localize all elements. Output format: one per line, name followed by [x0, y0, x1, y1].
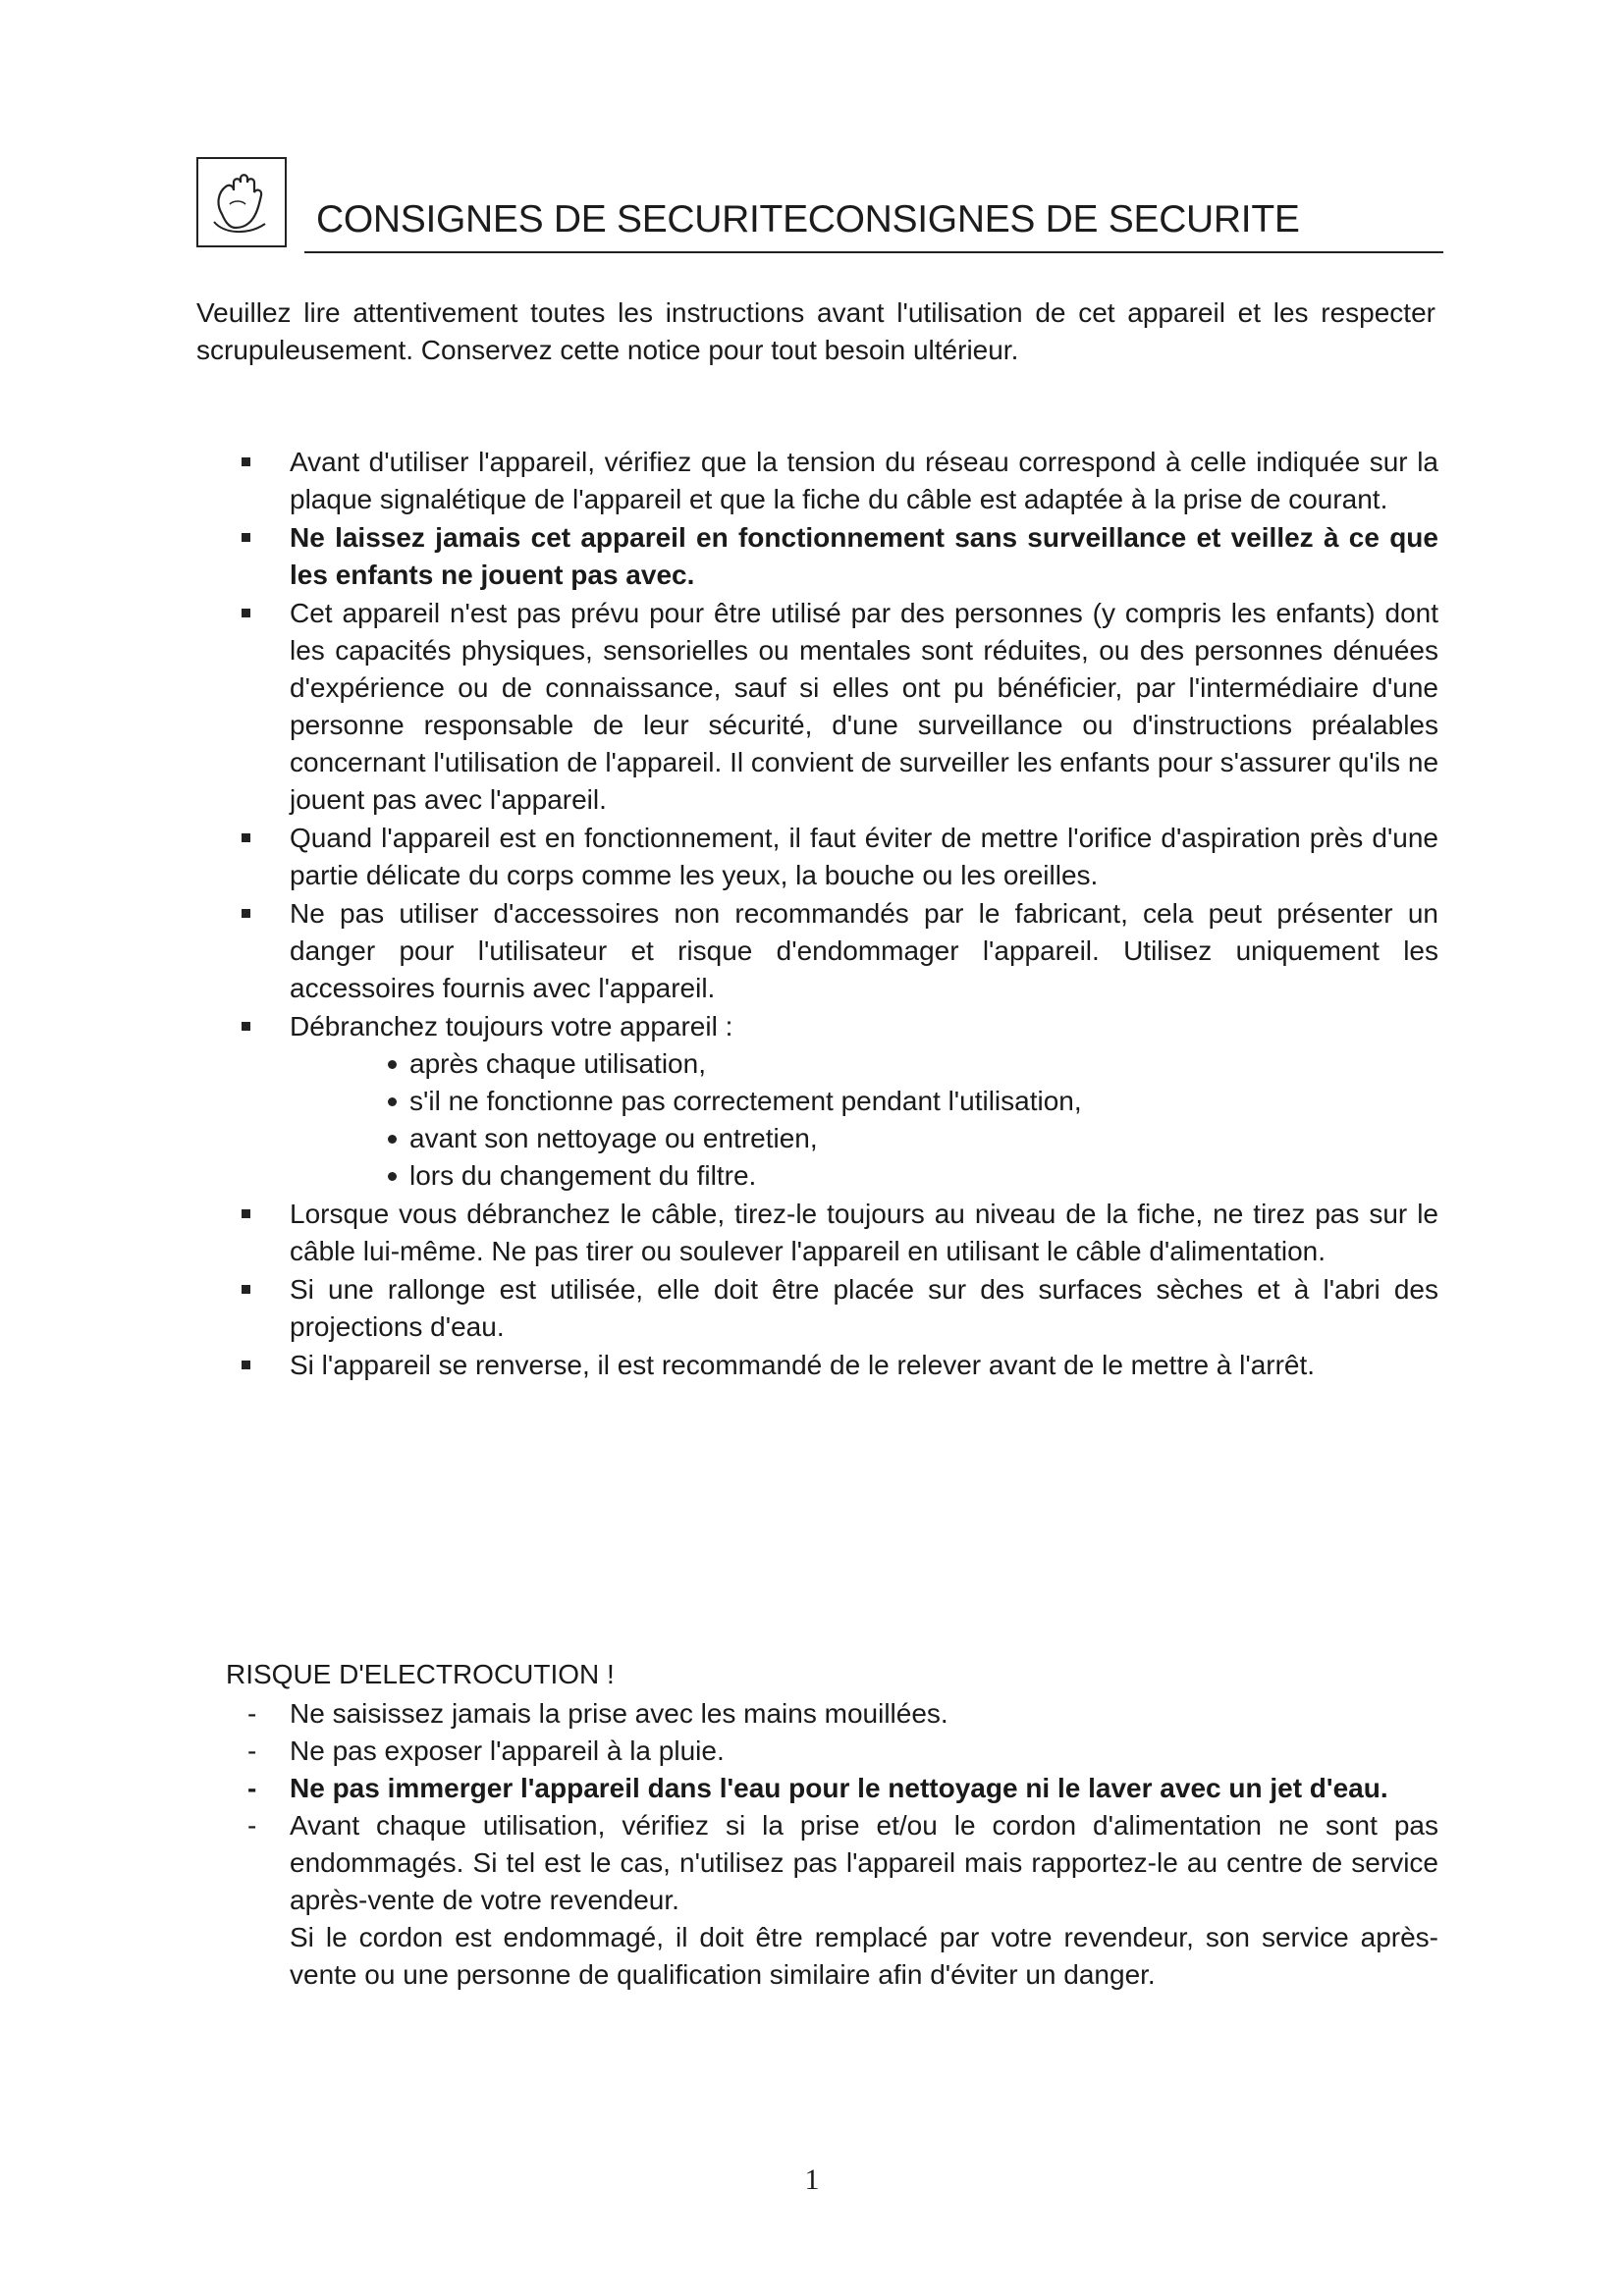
- list-item-text: Avant chaque utilisation, vérifiez si la prise et/ou le cordon d'alimentation ne sont pas endommagés. Si tel est le cas, n'utilisez pas l'appareil mais rapportez-le au centre de service après-vente de votre revendeur.: [290, 1810, 1438, 1915]
- bullet-square-icon: [242, 609, 250, 617]
- dash-marker: -: [247, 1810, 257, 1841]
- hand-safety-icon-graphic: [204, 165, 281, 241]
- electrocution-risk-title: RISQUE D'ELECTROCUTION !: [226, 1659, 615, 1689]
- sublist-item-text: lors du changement du filtre.: [409, 1160, 757, 1191]
- list-item: [236, 1733, 1438, 1770]
- list-item: [236, 1196, 1438, 1270]
- sublist-item: [388, 1157, 1438, 1195]
- hand-safety-icon: [196, 157, 287, 247]
- title-underline: [304, 251, 1443, 253]
- list-item-text: Ne laissez jamais cet appareil en fonctionnement sans surveillance et veillez à ce que les enfants ne jouent pas avec.: [290, 522, 1438, 590]
- list-item-text: Quand l'appareil est en fonctionnement, il faut éviter de mettre l'orifice d'aspiration près d'une partie délicate du corps comme les yeux, la bouche ou les oreilles.: [290, 823, 1438, 890]
- intro-paragraph: Veuillez lire attentivement toutes les instructions avant l'utilisation de cet appareil et les respecter scrupuleusement. Conservez cette notice pour tout besoin ultérieur.: [196, 297, 1435, 365]
- list-item: [236, 1695, 1438, 1733]
- dash-marker: -: [247, 1773, 257, 1803]
- list-item: [236, 895, 1438, 1007]
- sublist-item-text: avant son nettoyage ou entretien,: [409, 1123, 818, 1153]
- bullet-square-icon: [242, 533, 250, 542]
- list-item: [236, 519, 1438, 594]
- list-item-text: Avant d'utiliser l'appareil, vérifiez que la tension du réseau correspond à celle indiquée sur la plaque signalétique de l'appareil et que la fiche du câble est adaptée à la prise de courant.: [290, 447, 1438, 514]
- bullet-dot-icon: [388, 1097, 397, 1106]
- list-item: [236, 1271, 1438, 1346]
- bullet-square-icon: [242, 1361, 250, 1369]
- list-item-text: Ne saisissez jamais la prise avec les mains mouillées.: [290, 1698, 948, 1729]
- bullet-square-icon: [242, 1209, 250, 1218]
- safety-bullet-list: [236, 444, 1438, 1385]
- list-item-text: Si une rallonge est utilisée, elle doit être placée sur des surfaces sèches et à l'abri des projections d'eau.: [290, 1274, 1438, 1342]
- electrocution-risk-list: [236, 1695, 1438, 1994]
- list-item-text: Ne pas utiliser d'accessoires non recommandés par le fabricant, cela peut présenter un danger pour l'utilisateur et risque d'endommager l'appareil. Utilisez uniquement les accessoires fournis avec l'appareil.: [290, 898, 1438, 1003]
- list-item-text: Cet appareil n'est pas prévu pour être utilisé par des personnes (y compris les enfants) dont les capacités physiques, sensorielles ou mentales sont réduites, ou des personnes dénuées d'expérience ou de connaissance, sauf si elles ont pu bénéficier, par l'intermédiaire d'une personne responsable de leur sécurité, d'une surveillance ou d'instructions préalables concernant l'utilisation de l'appareil. Il convient de surveiller les enfants pour s'assurer qu'ils ne jouent pas avec l'appareil.: [290, 598, 1439, 815]
- unplug-sublist: [290, 1045, 1438, 1195]
- list-item-text: Ne pas immerger l'appareil dans l'eau pour le nettoyage ni le laver avec un jet d'eau.: [290, 1773, 1388, 1803]
- list-item: [236, 1770, 1438, 1807]
- list-item-text: Si l'appareil se renverse, il est recommandé de le relever avant de le mettre à l'arrêt.: [290, 1350, 1316, 1380]
- list-item: [236, 820, 1438, 894]
- bullet-dot-icon: [388, 1172, 397, 1181]
- list-item-unplug: [236, 1008, 1438, 1195]
- dash-marker: -: [247, 1735, 257, 1766]
- list-item-text: Lorsque vous débranchez le câble, tirez-le toujours au niveau de la fiche, ne tirez pas sur le câble lui-même. Ne pas tirer ou soulever l'appareil en utilisant le câble d'alimentation.: [290, 1199, 1438, 1266]
- bullet-square-icon: [242, 1285, 250, 1294]
- section-header: [196, 157, 1443, 255]
- bullet-dot-icon: [388, 1135, 397, 1144]
- list-item: [236, 1807, 1438, 1994]
- page-title: CONSIGNES DE SECURITECONSIGNES DE SECURITE: [316, 198, 1300, 240]
- sublist-item-text: après chaque utilisation,: [409, 1048, 706, 1079]
- bullet-square-icon: [242, 833, 250, 842]
- list-item: [236, 1347, 1438, 1384]
- bullet-square-icon: [242, 909, 250, 918]
- dash-marker: -: [247, 1698, 257, 1729]
- page-number: 1: [804, 2163, 820, 2196]
- bullet-square-icon: [242, 457, 250, 466]
- unplug-title: Débranchez toujours votre appareil :: [290, 1011, 733, 1041]
- list-item-text: Ne pas exposer l'appareil à la pluie.: [290, 1735, 725, 1766]
- sublist-item-text: s'il ne fonctionne pas correctement pendant l'utilisation,: [409, 1086, 1082, 1116]
- list-item: [236, 595, 1438, 819]
- sublist-item: [388, 1045, 1438, 1083]
- bullet-square-icon: [242, 1022, 250, 1031]
- sublist-item: [388, 1083, 1438, 1120]
- list-item: [236, 444, 1438, 518]
- sublist-item: [388, 1120, 1438, 1157]
- bullet-dot-icon: [388, 1060, 397, 1069]
- list-item-extra-text: Si le cordon est endommagé, il doit être remplacé par votre revendeur, son service après-vente ou une personne de qualification similaire afin d'éviter un danger.: [290, 1922, 1438, 1990]
